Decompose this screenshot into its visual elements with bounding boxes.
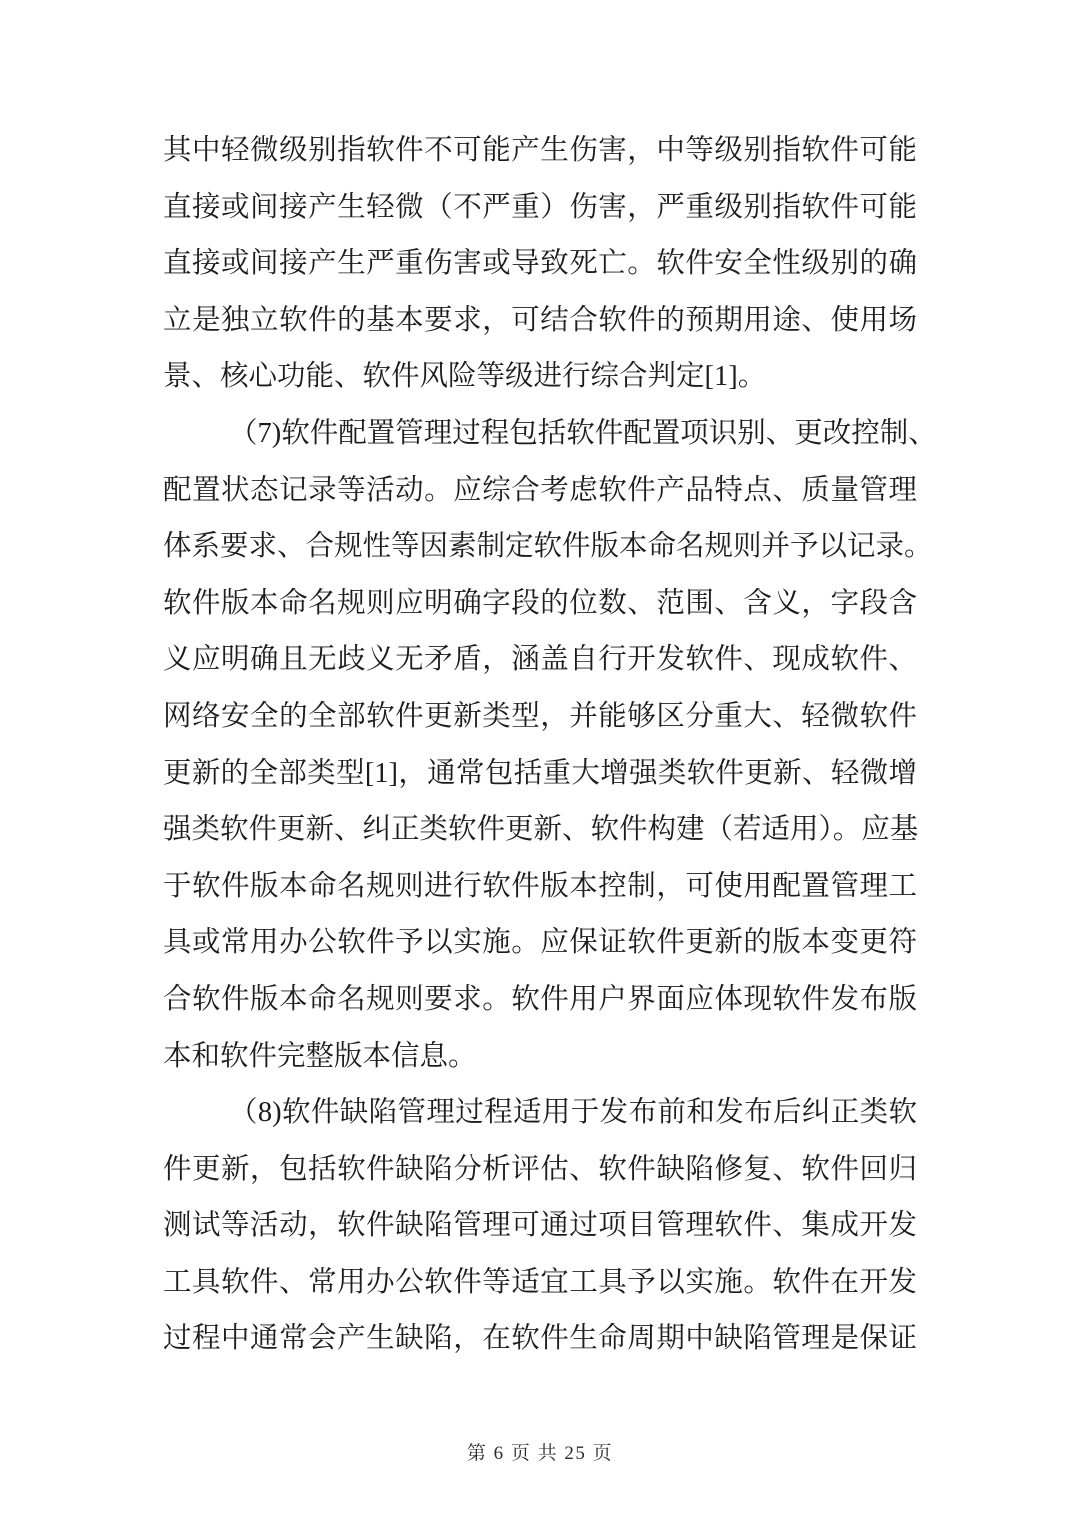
page-footer [0, 1438, 1080, 1465]
text-line: （8)软件缺陷管理过程适用于发布前和发布后纠正类软 [229, 1097, 917, 1129]
text-line: 合软件版本命名规则要求。软件用户界面应体现软件发布版 [163, 983, 917, 1015]
text-line: 直接或间接产生严重伤害或导致死亡。软件安全性级别的确 [163, 248, 917, 280]
text-line: 软件版本命名规则应明确字段的位数、范围、含义，字段含 [163, 587, 917, 619]
text-line: 义应明确且无歧义无矛盾，涵盖自行开发软件、现成软件、 [163, 644, 917, 676]
page-number-label: 第 6 页 共 25 页 [466, 1443, 614, 1464]
text-line: （7)软件配置管理过程包括软件配置项识别、更改控制、 [229, 417, 937, 449]
text-line: 配置状态记录等活动。应综合考虑软件产品特点、质量管理 [163, 474, 917, 506]
paragraph-2 [163, 406, 937, 1085]
text-line: 过程中通常会产生缺陷，在软件生命周期中缺陷管理是保证 [163, 1323, 917, 1355]
text-line: 直接或间接产生轻微（不严重）伤害，严重级别指软件可能 [163, 191, 917, 223]
paragraph-1 [163, 123, 917, 406]
text-line: 其中轻微级别指软件不可能产生伤害，中等级别指软件可能 [163, 135, 917, 166]
text-line: 更新的全部类型[1]，通常包括重大增强类软件更新、轻微增 [163, 757, 917, 789]
paragraph-3 [163, 1085, 917, 1368]
text-line: 景、核心功能、软件风险等级进行综合判定[1]。 [163, 361, 767, 393]
text-line: 强类软件更新、纠正类软件更新、软件构建（若适用）。应基 [163, 814, 919, 846]
text-line: 本和软件完整版本信息。 [163, 1040, 477, 1072]
text-line: 网络安全的全部软件更新类型，并能够区分重大、轻微软件 [163, 700, 917, 732]
text-line: 具或常用办公软件予以实施。应保证软件更新的版本变更符 [163, 927, 917, 959]
document-body [163, 123, 937, 1368]
text-line: 于软件版本命名规则进行软件版本控制，可使用配置管理工 [163, 870, 917, 902]
text-line: 体系要求、合规性等因素制定软件版本命名规则并予以记录。 [163, 531, 933, 563]
text-line: 件更新，包括软件缺陷分析评估、软件缺陷修复、软件回归 [163, 1153, 917, 1185]
text-line: 测试等活动，软件缺陷管理可通过项目管理软件、集成开发 [163, 1210, 917, 1242]
text-line: 工具软件、常用办公软件等适宜工具予以实施。软件在开发 [163, 1266, 917, 1298]
text-line: 立是独立软件的基本要求，可结合软件的预期用途、使用场 [163, 304, 917, 336]
